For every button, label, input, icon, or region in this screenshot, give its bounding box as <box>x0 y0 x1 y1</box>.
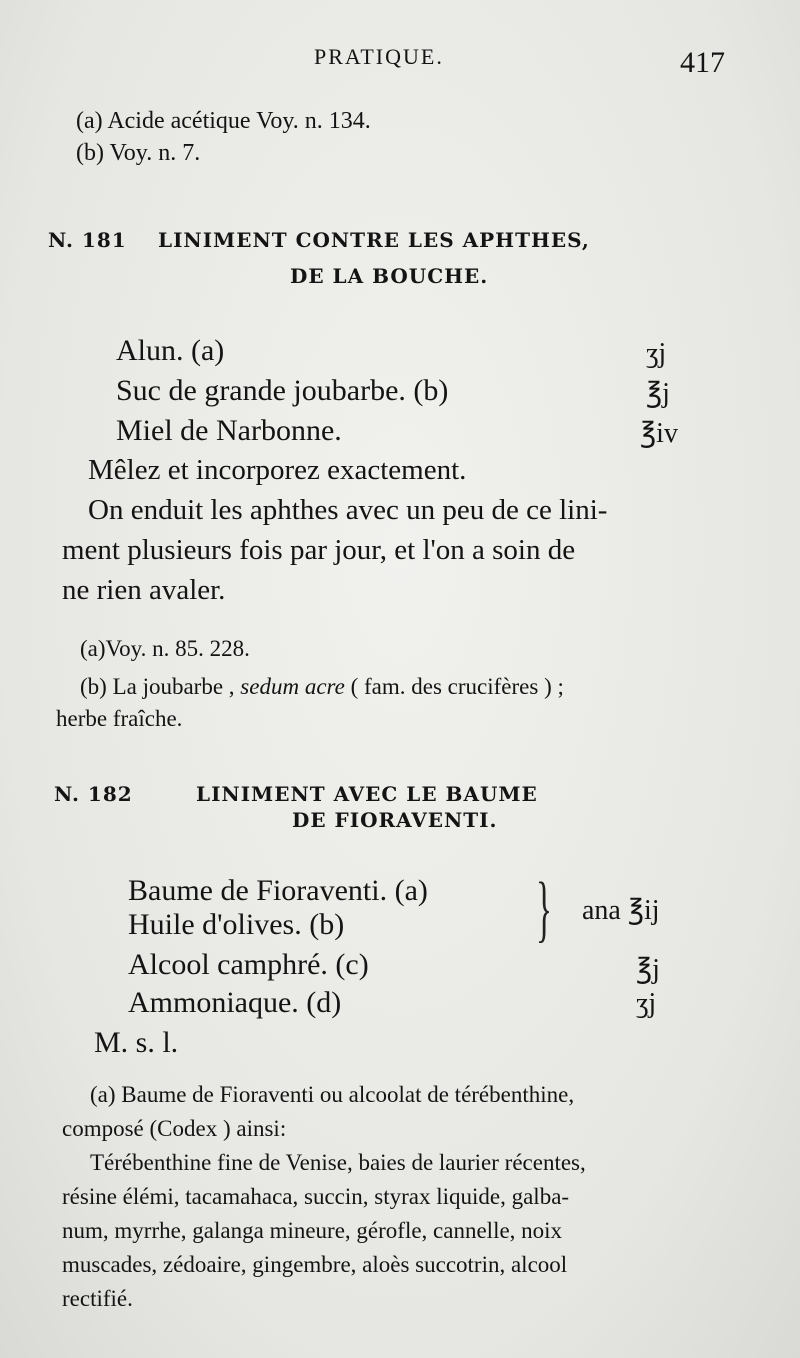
recipe-181-title-line1: LINIMENT CONTRE LES APHTHES, <box>158 228 590 252</box>
ingredient-suc-joubarbe: Suc de grande joubarbe. (b) <box>116 374 449 407</box>
ingredient-baume-fioraventi: Baume de Fioraventi. (a) <box>128 874 428 907</box>
recipe-181-number: N. 181 <box>48 228 127 252</box>
note-182-line-1: (a) Baume de Fioraventi ou alcoolat de térébenthine, <box>90 1082 575 1107</box>
note-182-line-2: composé (Codex ) ainsi: <box>62 1116 287 1141</box>
running-header: PRATIQUE. <box>314 44 444 69</box>
ingredient-miel: Miel de Narbonne. <box>116 414 342 447</box>
recipe-181-title-line2: DE LA BOUCHE. <box>290 264 489 288</box>
note-182-line-5: num, myrrhe, galanga mineure, gérofle, cannelle, noix <box>62 1218 563 1243</box>
recipe-182-title-line1: LINIMENT AVEC LE BAUME <box>196 782 538 806</box>
qty-suc-joubarbe: ℥j <box>646 378 670 409</box>
ingredient-ammoniaque: Ammoniaque. (d) <box>128 986 342 1019</box>
qty-miel: ℥iv <box>640 418 678 449</box>
page-number: 417 <box>680 46 725 79</box>
top-note-b: (b) Voy. n. 7. <box>76 140 201 166</box>
note-181-a: (a)Voy. n. 85. 228. <box>80 636 250 661</box>
usage-line-3: ne rien avaler. <box>62 574 226 606</box>
usage-line-2: ment plusieurs fois par jour, et l'on a soin de <box>62 534 576 566</box>
note-182-line-3: Térébenthine fine de Venise, baies de laurier récentes, <box>90 1150 586 1175</box>
note-181-b: (b) La joubarbe , sedum acre ( fam. des crucifères ) ; <box>80 674 564 699</box>
ingredient-alun: Alun. (a) <box>116 334 225 367</box>
note-182-line-4: résine élémi, tacamahaca, succin, styrax liquide, galba- <box>62 1184 570 1209</box>
msl-text: M. s. l. <box>94 1026 179 1059</box>
qty-alun: ʒj <box>646 338 667 369</box>
recipe-182-title-line2: DE FIORAVENTI. <box>292 808 498 832</box>
note-182-line-6: muscades, zédoaire, gingembre, aloès succotrin, alcool <box>62 1252 568 1277</box>
qty-alcool-camphre: ℥j <box>636 954 660 985</box>
qty-ana: ana ℥ij <box>582 895 660 926</box>
ingredient-huile-olives: Huile d'olives. (b) <box>128 908 345 941</box>
brace-icon: } <box>536 868 552 950</box>
note-182-line-7: rectifié. <box>62 1286 133 1311</box>
usage-line-1: On enduit les aphthes avec un peu de ce lini- <box>88 494 608 526</box>
top-note-a: (a) Acide acétique Voy. n. 134. <box>76 108 371 134</box>
ingredient-alcool-camphre: Alcool camphré. (c) <box>128 948 369 981</box>
instruction-text: Mêlez et incorporez exactement. <box>88 454 467 486</box>
note-181-b-line2: herbe fraîche. <box>56 706 183 731</box>
qty-ammoniaque: ʒj <box>636 988 657 1019</box>
recipe-182-number: N. 182 <box>54 782 133 806</box>
note-181-b-italic: sedum acre <box>240 674 345 699</box>
